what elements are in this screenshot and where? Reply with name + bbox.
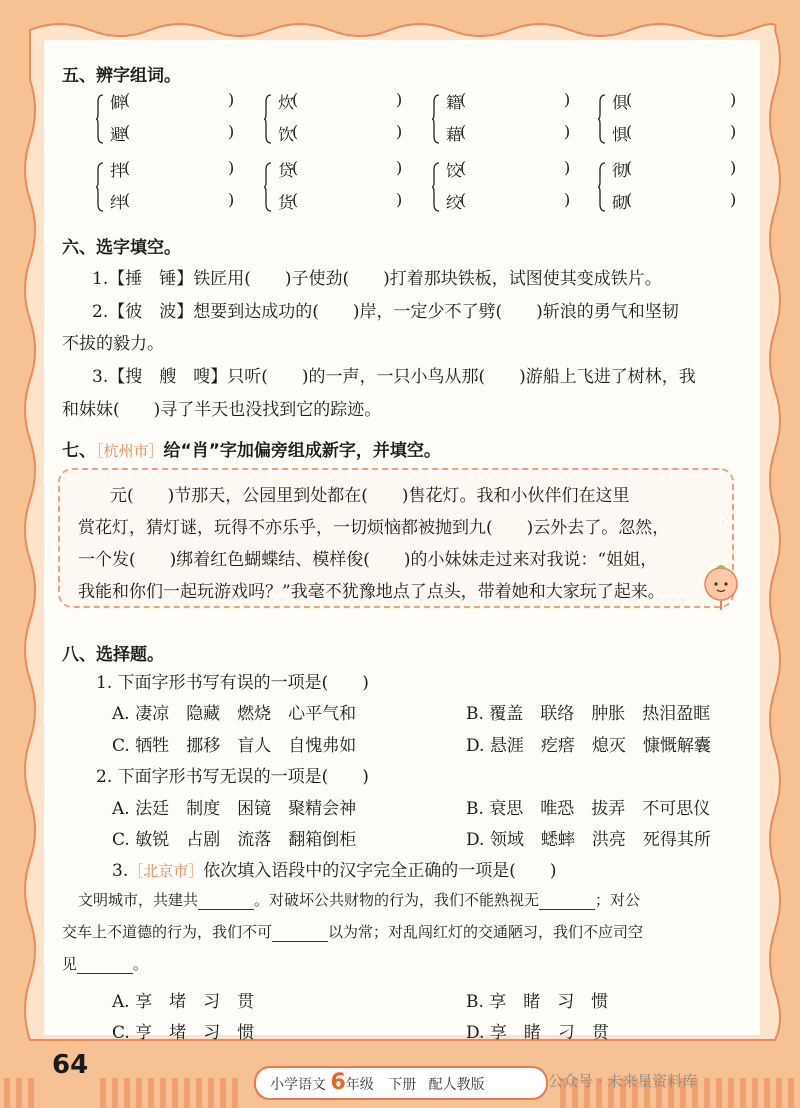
paren-open: (	[626, 90, 633, 109]
story-line: 元( )节那天，公园里到处都在( )售花灯。我和小伙伴们在这里	[110, 486, 630, 506]
paren-close: )	[564, 158, 571, 177]
character: 货	[278, 193, 295, 212]
section6-title: 六、选字填空。	[62, 238, 181, 258]
q2-option-b: B. 衰思 唯恐 拔弄 不可思仪	[466, 799, 711, 819]
paren-open: (	[124, 158, 131, 177]
paren-open: (	[626, 158, 633, 177]
paren-close: )	[564, 190, 571, 209]
section6-q3-line2: 和妹妹( )寻了半天也没找到它的踪迹。	[62, 400, 382, 420]
section6-q2-line1: 2.【彼 波】想要到达成功的( )岸，一定少不了劈( )斩浪的勇气和坚韧	[92, 302, 679, 322]
character: 饮	[278, 125, 295, 144]
paren-open: (	[124, 90, 131, 109]
paren-close: )	[396, 122, 403, 141]
section6-q2-line2: 不拔的毅力。	[62, 334, 164, 354]
paren-close: )	[730, 90, 737, 109]
character: 贷	[278, 161, 295, 180]
section7-title: 给“肖”字加偏旁组成新字，并填空。	[163, 441, 441, 461]
peach-mascot-icon	[702, 560, 740, 612]
character: 炊	[278, 93, 295, 112]
paragraph-line-2	[62, 921, 643, 942]
story-line: 一个发( )绑着红色蝴蝶结、模样俊( )的小妹妹走过来对我说：“姐姐，	[78, 550, 658, 570]
footer-edition: 配人教版	[428, 1077, 485, 1093]
q3-option-b: B. 享 睹 习 惯	[466, 992, 609, 1012]
q1-option-d: D. 悬涯 疙瘩 熄灭 慷慨解囊	[466, 736, 711, 756]
q3-option-d: D. 享 睹 刁 贯	[466, 1023, 609, 1043]
character: 绞	[446, 193, 463, 212]
paren-close: )	[396, 90, 403, 109]
word-pair-group	[598, 90, 748, 150]
q3-number: 3.	[112, 861, 129, 881]
fill-blank	[77, 957, 133, 974]
paragraph-line-1	[78, 889, 640, 910]
para-text: 交车上不道德的行为，我们不可	[62, 923, 273, 941]
watermark: 公众号 · 未来星资料库	[548, 1072, 698, 1090]
paren-close: )	[228, 90, 235, 109]
q2-option-d: D. 领域 蟋蟀 洪亮 死得其所	[466, 830, 711, 850]
character: 惧	[612, 125, 629, 144]
paren-close: )	[396, 158, 403, 177]
para-text: 以为常；对乱闯红灯的交通陋习，我们不应司空	[328, 923, 644, 941]
character: 籍	[446, 93, 463, 112]
paren-close: )	[730, 122, 737, 141]
section7-prefix: 七、	[62, 441, 96, 461]
character: 俱	[612, 93, 629, 112]
question-3	[112, 856, 557, 881]
character: 僻	[110, 93, 127, 112]
region-tag-hangzhou: ［杭州市］	[96, 442, 164, 460]
character: 拌	[110, 161, 127, 180]
para-text: 。	[133, 955, 149, 973]
story-line: 赏花灯，猜灯谜，玩得不亦乐乎，一切烦恼都被抛到九( )云外去了。忽然，	[78, 518, 670, 538]
story-line: 我能和你们一起玩游戏吗？”我毫不犹豫地点了点头，带着她和大家玩了起来。	[78, 582, 665, 602]
q1-option-a: A. 凄凉 隐藏 燃烧 心平气和	[112, 704, 357, 724]
section7-heading	[62, 436, 441, 461]
character: 绊	[110, 193, 127, 212]
character: 砌	[612, 193, 629, 212]
paren-close: )	[228, 158, 235, 177]
character: 避	[110, 125, 127, 144]
paragraph-line-3	[62, 953, 148, 974]
paren-open: (	[292, 90, 299, 109]
brace-icon	[264, 162, 272, 212]
paren-close: )	[564, 122, 571, 141]
footer-term: 下册	[388, 1077, 417, 1093]
brace-icon	[598, 94, 606, 144]
section5-title: 五、辨字组词。	[62, 66, 181, 86]
q3-text: 依次填入语段中的汉字完全正确的一项是( )	[203, 861, 557, 881]
q1-option-b: B. 覆盖 联络 肿胀 热泪盈眶	[466, 704, 711, 724]
q3-option-a: A. 享 堵 习 贯	[112, 992, 255, 1012]
brace-icon	[96, 94, 104, 144]
section6-q1: 1.【捶 锤】铁匠用( )子使劲( )打着那块铁板，试图使其变成铁片。	[92, 269, 662, 289]
paren-open: (	[460, 190, 467, 209]
section8-title: 八、选择题。	[62, 645, 164, 665]
para-text: ；对公	[595, 891, 641, 909]
paren-open: (	[460, 90, 467, 109]
word-pair-group	[432, 90, 582, 150]
brace-icon	[598, 162, 606, 212]
paren-close: )	[396, 190, 403, 209]
para-text: 文明城市，共建共	[78, 891, 199, 909]
paren-open: (	[460, 158, 467, 177]
section6-q3-line1: 3.【搜 艘 嗖】只听( )的一声，一只小鸟从那( )游船上飞进了树林，我	[92, 367, 696, 387]
region-tag-beijing: ［北京市］	[128, 862, 204, 880]
q1-option-c: C. 牺牲 挪移 盲人 自愧弗如	[112, 736, 357, 756]
footer-grade: 年级	[345, 1077, 374, 1093]
q3-option-c: C. 亨 堵 习 惯	[112, 1023, 255, 1043]
paren-open: (	[292, 190, 299, 209]
q2-option-a: A. 法廷 制度 困镜 聚精会神	[112, 799, 357, 819]
fill-blank	[198, 893, 254, 910]
paren-close: )	[564, 90, 571, 109]
q2-option-c: C. 敏锐 占剧 流落 翻箱倒柜	[112, 830, 357, 850]
paren-open: (	[626, 190, 633, 209]
paren-open: (	[124, 190, 131, 209]
footer-book-text	[270, 1070, 485, 1095]
paren-close: )	[228, 190, 235, 209]
brace-icon	[432, 162, 440, 212]
word-pair-group	[264, 90, 414, 150]
para-text: 。对破坏公共财物的行为，我们不能熟视无	[254, 891, 540, 909]
paren-open: (	[626, 122, 633, 141]
footer-subject: 小学语文	[270, 1077, 326, 1093]
word-pair-group	[96, 158, 246, 218]
fill-blank	[272, 925, 328, 942]
paren-close: )	[228, 122, 235, 141]
character: 藉	[446, 125, 463, 144]
paren-close: )	[730, 190, 737, 209]
paren-open: (	[460, 122, 467, 141]
para-text: 见	[62, 955, 78, 973]
character: 彻	[612, 161, 629, 180]
word-pair-group	[432, 158, 582, 218]
question-2: 2. 下面字形书写无误的一项是( )	[96, 767, 369, 787]
brace-icon	[96, 162, 104, 212]
character: 饺	[446, 161, 463, 180]
footer-grade-number: 6	[330, 1070, 346, 1095]
paren-open: (	[292, 122, 299, 141]
paren-close: )	[730, 158, 737, 177]
word-pair-group	[598, 158, 748, 218]
paren-open: (	[292, 158, 299, 177]
page-number: 64	[52, 1050, 89, 1080]
question-1: 1. 下面字形书写有误的一项是( )	[96, 673, 369, 693]
paren-open: (	[124, 122, 131, 141]
word-pair-group	[96, 90, 246, 150]
brace-icon	[264, 94, 272, 144]
brace-icon	[432, 94, 440, 144]
word-pair-group	[264, 158, 414, 218]
fill-blank	[539, 893, 595, 910]
